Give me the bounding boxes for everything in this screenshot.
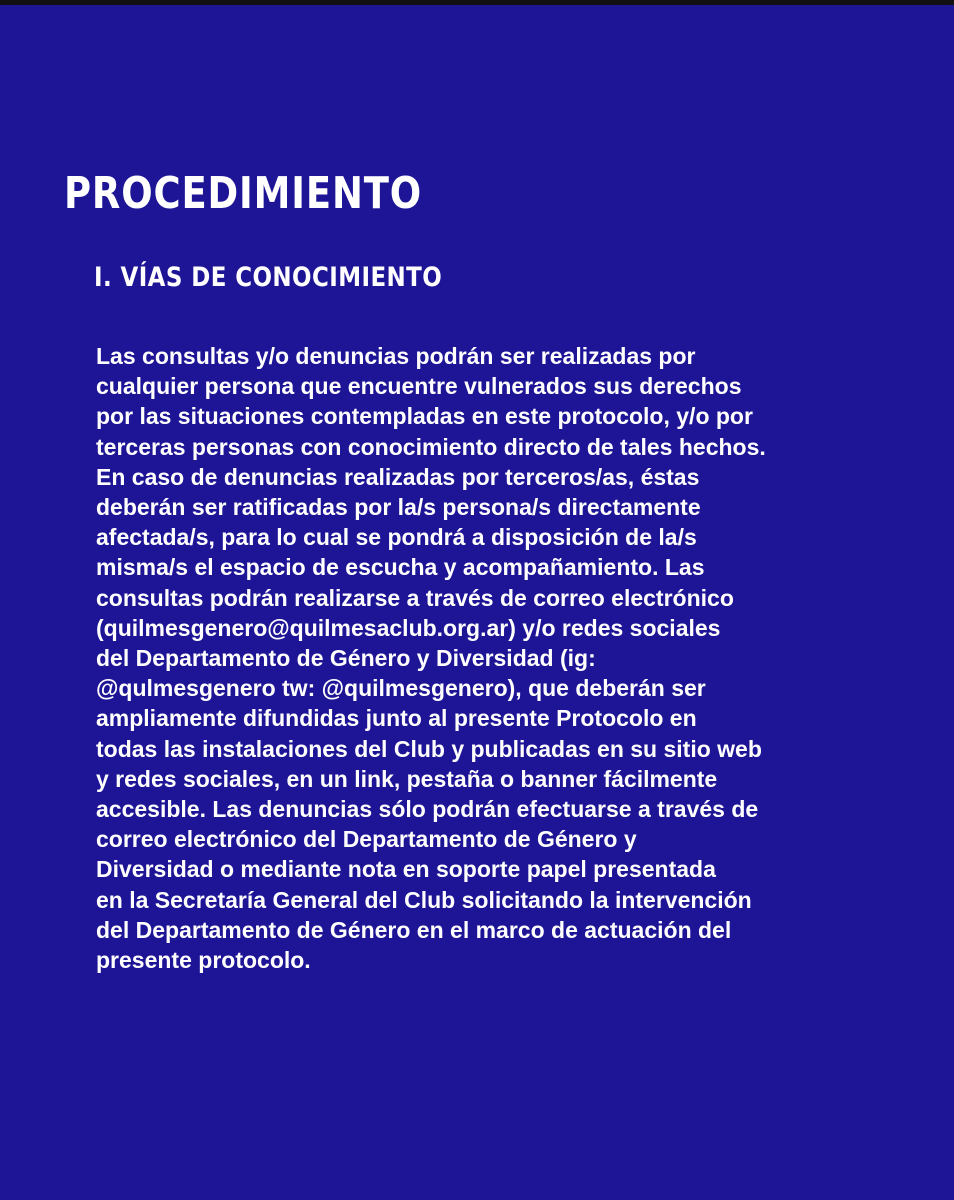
body-line: ampliamente difundidas junto al presente Protocolo en (96, 705, 697, 732)
body-line: Diversidad o mediante nota en soporte papel presentada (96, 856, 716, 883)
body-line: @qulmesgenero tw: @quilmesgenero), que deberán ser (96, 675, 706, 702)
body-line: deberán ser ratificadas por la/s persona/s directamente (96, 494, 701, 521)
body-line: terceras personas con conocimiento directo de tales hechos. (96, 433, 766, 460)
top-edge-bar (0, 0, 954, 5)
body-line: en la Secretaría General del Club solicitando la intervención (96, 886, 752, 913)
body-line: presente protocolo. (96, 947, 311, 974)
body-line: Las consultas y/o denuncias podrán ser realizadas por (96, 343, 696, 369)
body-line: En caso de denuncias realizadas por terceros/as, éstas (96, 463, 700, 490)
body-line: del Departamento de Género en el marco de actuación del (96, 916, 732, 943)
body-line: correo electrónico del Departamento de Género y (96, 826, 637, 853)
body-line: afectada/s, para lo cual se pondrá a disposición de la/s (96, 524, 697, 551)
body-line: (quilmesgenero@quilmesaclub.org.ar) y/o redes sociales (96, 614, 721, 641)
section-title: I. VÍAS DE CONOCIMIENTO (94, 262, 443, 293)
body-line: por las situaciones contempladas en este protocolo, y/o por (96, 403, 753, 430)
body-paragraph (96, 341, 896, 975)
body-line: del Departamento de Género y Diversidad (ig: (96, 645, 596, 672)
body-line: todas las instalaciones del Club y publicadas en su sitio web (96, 735, 762, 762)
body-line: accesible. Las denuncias sólo podrán efectuarse a través de (96, 796, 759, 823)
body-line: misma/s el espacio de escucha y acompañamiento. Las (96, 554, 705, 581)
body-line: cualquier persona que encuentre vulnerados sus derechos (96, 373, 742, 400)
body-line: y redes sociales, en un link, pestaña o banner fácilmente (96, 765, 718, 792)
body-line: consultas podrán realizarse a través de correo electrónico (96, 584, 734, 611)
page-title: PROCEDIMIENTO (64, 168, 423, 219)
